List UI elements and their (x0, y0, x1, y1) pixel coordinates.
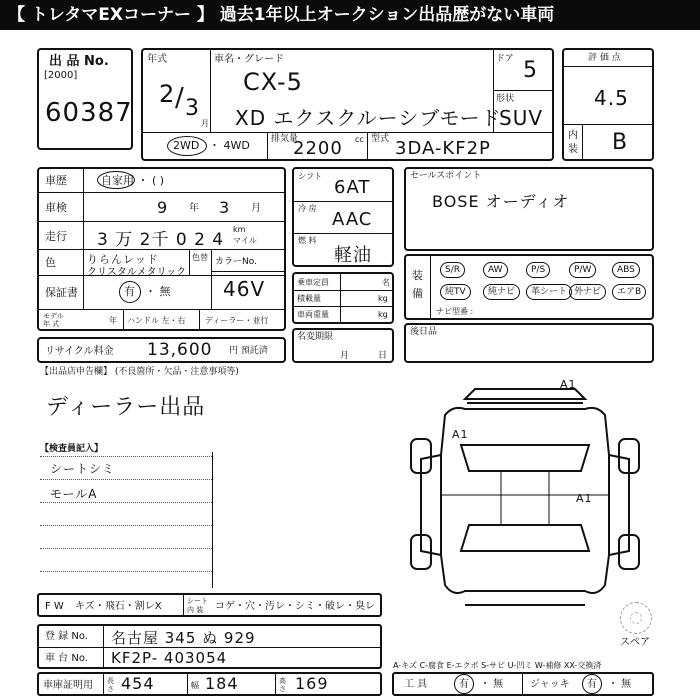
drive-2wd: 2WD (173, 139, 200, 152)
damage-mark-front: A1 (560, 378, 577, 391)
inspection-year: 9 (157, 198, 169, 217)
interior-label-b: 装 (568, 144, 578, 155)
divider (40, 571, 212, 572)
ac-value: AAC (332, 209, 373, 230)
equipment-item: エアB (612, 284, 646, 300)
year-label: 年式 (147, 54, 167, 65)
cert-hgt: 169 (295, 674, 329, 693)
tools-no: ・ 無 (480, 679, 504, 690)
divider (40, 525, 212, 526)
doors-label: ドア (496, 54, 514, 64)
divider (83, 169, 84, 309)
color-swap-label: 色替 (192, 253, 208, 262)
name-deadline-box (292, 328, 394, 363)
year-value: 2 (159, 80, 176, 108)
cert-len-label: 長さ (107, 677, 114, 693)
month-unit: 月 (201, 119, 209, 128)
fw-text: キズ・飛石・割レX (75, 601, 162, 612)
divider (267, 132, 268, 161)
displacement-value: 2200 (293, 138, 343, 159)
load-label: 積載量 (297, 294, 321, 303)
divider (183, 595, 184, 615)
displacement-unit: cc (355, 135, 364, 144)
capacity-label: 乗車定員 (297, 278, 329, 287)
sales-point-box (404, 167, 654, 251)
car-grade: XD エクスクルーシブモード (235, 106, 502, 130)
divider (211, 249, 212, 309)
displacement-label: 排気量 (271, 134, 299, 144)
equipment-item: P/S (526, 262, 550, 278)
divider (39, 309, 284, 310)
damage-mark-side: A1 (452, 428, 469, 441)
divider (187, 674, 188, 694)
score-box (562, 48, 654, 161)
divider (294, 201, 392, 202)
cert-label: 車庫証明用 (43, 680, 93, 691)
mileage-unit-mile: マイル (233, 236, 257, 245)
divider (103, 626, 104, 667)
jack-label: ジャッキ (530, 679, 570, 690)
divider (582, 124, 583, 161)
tools-box (392, 672, 654, 696)
interior-label-a: 内 (568, 130, 578, 141)
divider (189, 249, 190, 275)
year-slash: / (175, 83, 184, 113)
later-label: 後日品 (410, 327, 438, 337)
equipment-item: 純TV (440, 284, 471, 300)
inspection-label: 車検 (45, 201, 67, 214)
inspector-line2: モールA (50, 487, 98, 501)
inspector-line1: シートシミ (50, 462, 116, 476)
chassis-value: KF2P- 403054 (111, 649, 228, 667)
divider (493, 90, 552, 91)
equipment-label-a: 装 (412, 269, 423, 282)
fw-label: F W (45, 601, 64, 612)
divider (430, 256, 431, 318)
divider (564, 124, 652, 125)
divider (40, 502, 212, 503)
navi-model: ナビ型番 : (436, 307, 474, 316)
shift-box (292, 167, 394, 267)
model-label: 型式 (371, 134, 390, 144)
divider (211, 271, 284, 272)
jack-yes: 有 (587, 679, 597, 690)
notes-label: 【出品店申告欄】 (不良箇所・欠品・注意事項等) (40, 367, 239, 377)
color-code-value: 46V (223, 277, 266, 301)
equipment-item: P/W (569, 262, 596, 278)
fuel-label: 燃 料 (298, 236, 317, 245)
divider (294, 306, 392, 307)
divider (40, 548, 212, 549)
lot-label: 出 品 No. (49, 54, 109, 69)
lot-year-tag: [2000] (44, 70, 78, 81)
cert-box (37, 672, 382, 696)
header-banner: 【 トレタマEXコーナー 】 過去1年以上オークション出品歴がない車両 (0, 0, 700, 30)
lot-box (37, 48, 133, 150)
mileage-label: 走行 (45, 230, 67, 243)
registration-value: 名古屋 345 ぬ 929 (111, 629, 256, 647)
damage-mark-rear: A1 (576, 492, 593, 505)
equipment-item: AW (483, 262, 508, 278)
score-label: 評 価 点 (588, 53, 621, 63)
interior-value: B (612, 130, 629, 155)
cert-wid: 184 (205, 674, 239, 693)
detail-table (37, 167, 286, 331)
equipment-label-b: 備 (412, 287, 423, 300)
jack-no: ・ 無 (608, 679, 632, 690)
registration-box (37, 624, 382, 669)
shape-value: SUV (499, 106, 544, 130)
mileage-unit-km: km (233, 225, 246, 234)
model-change-b: 年 式 (43, 320, 60, 328)
color-label: 色 (45, 256, 56, 269)
recycle-value: 13,600 (147, 340, 213, 360)
model-change-handle: ハンドル 左・右 (127, 316, 186, 325)
divider (522, 674, 523, 694)
lot-number: 60387 (45, 98, 133, 128)
divider (123, 309, 124, 329)
car-diagram (405, 375, 640, 620)
sales-point-label: セールスポイント (410, 171, 482, 181)
equipment-item: 純ナビ (483, 284, 520, 300)
spare-hub-icon (630, 612, 642, 624)
month-value: 3 (185, 96, 200, 121)
divider (143, 132, 552, 133)
weight-unit: kg (378, 310, 388, 319)
registration-label: 登 録 No. (45, 631, 88, 642)
car-info-box (141, 48, 554, 161)
divider (340, 274, 341, 322)
tools-yes: 有 (459, 679, 469, 690)
damage-legend: A-キズ C-腐食 E-エクボ S-サビ U-凹ミ W-補修 XX-交換済 (393, 661, 602, 670)
history-label: 車歴 (45, 174, 67, 187)
cert-wid-label: 幅 (191, 681, 199, 690)
cert-len: 454 (121, 674, 155, 693)
tools-label: 工 具 (404, 679, 428, 690)
notes-value: ディーラー出品 (46, 395, 206, 420)
load-unit: kg (378, 294, 388, 303)
drive-4wd: ・ 4WD (209, 139, 250, 152)
shift-value: 6AT (334, 177, 371, 198)
color-code-label: カラーNo. (215, 257, 257, 267)
sales-point-value: BOSE オーディオ (432, 192, 570, 211)
divider (40, 456, 212, 457)
fuel-value: 軽油 (334, 245, 372, 266)
sheet-label-b: 内 装 (187, 606, 204, 614)
cert-hgt-label: 高さ (279, 677, 286, 693)
divider (294, 233, 392, 234)
warranty-yes: 有 (124, 285, 135, 298)
color-line2: クリスタルメタリック (87, 267, 187, 278)
model-value: 3DA-KF2P (395, 138, 491, 159)
divider (212, 452, 213, 588)
equipment-item: 外ナビ (569, 284, 606, 300)
sheet-text: コゲ・穴・汚レ・シミ・破レ・臭レ (215, 601, 375, 612)
equipment-item: ABS (612, 262, 640, 278)
sheet-label-a: シート (187, 597, 208, 605)
equipment-item: S/R (440, 262, 465, 278)
fw-box (37, 593, 382, 617)
model-change-dealer: ディーラー・並行 (205, 316, 269, 325)
capacity-box (292, 272, 394, 324)
divider (199, 309, 200, 329)
divider (210, 50, 211, 132)
equipment-item: 革シート (526, 284, 572, 300)
divider (564, 66, 652, 67)
chassis-label: 車 台 No. (45, 653, 88, 664)
divider (294, 290, 392, 291)
divider (367, 132, 368, 161)
warranty-no: ・ 無 (145, 285, 171, 298)
divider (275, 674, 276, 694)
divider (103, 674, 104, 694)
warranty-label: 保証書 (45, 286, 78, 299)
model-change-a: モデル (43, 312, 64, 320)
weight-label: 車両重量 (297, 310, 329, 319)
model-change-year: 年 (109, 316, 117, 325)
capacity-unit: 名 (382, 278, 390, 287)
mileage-value: 3 万 2千 0 2 4 (97, 230, 225, 250)
name-deadline-month: 月 (340, 351, 350, 361)
divider (39, 192, 284, 193)
equipment-box (404, 254, 654, 320)
score-value: 4.5 (594, 86, 629, 110)
divider (39, 221, 284, 222)
history-options: 自家用 ・ ( ) (101, 174, 165, 187)
divider (40, 479, 212, 480)
ac-label: 冷 房 (298, 204, 317, 213)
name-deadline-day: 日 (378, 351, 388, 361)
inspector-label: 【検査員記入】 (40, 444, 104, 454)
name-deadline-label: 名変期限 (297, 332, 334, 342)
spare-label: スペア (620, 637, 650, 648)
recycle-label: リサイクル料金 (45, 346, 114, 357)
doors-value: 5 (523, 58, 538, 83)
car-label: 車名・グレード (214, 54, 284, 65)
later-box (404, 323, 654, 363)
car-name: CX-5 (243, 68, 303, 96)
shape-label: 形状 (496, 94, 515, 104)
shift-label: シフト (298, 172, 322, 181)
recycle-box (37, 337, 286, 363)
inspection-month-unit: 月 (251, 203, 261, 214)
color-line1: りらんレッド (87, 253, 159, 266)
recycle-unit: 円 預託済 (229, 346, 268, 356)
inspection-month: 3 (219, 198, 231, 217)
inspection-year-unit: 年 (189, 203, 199, 214)
